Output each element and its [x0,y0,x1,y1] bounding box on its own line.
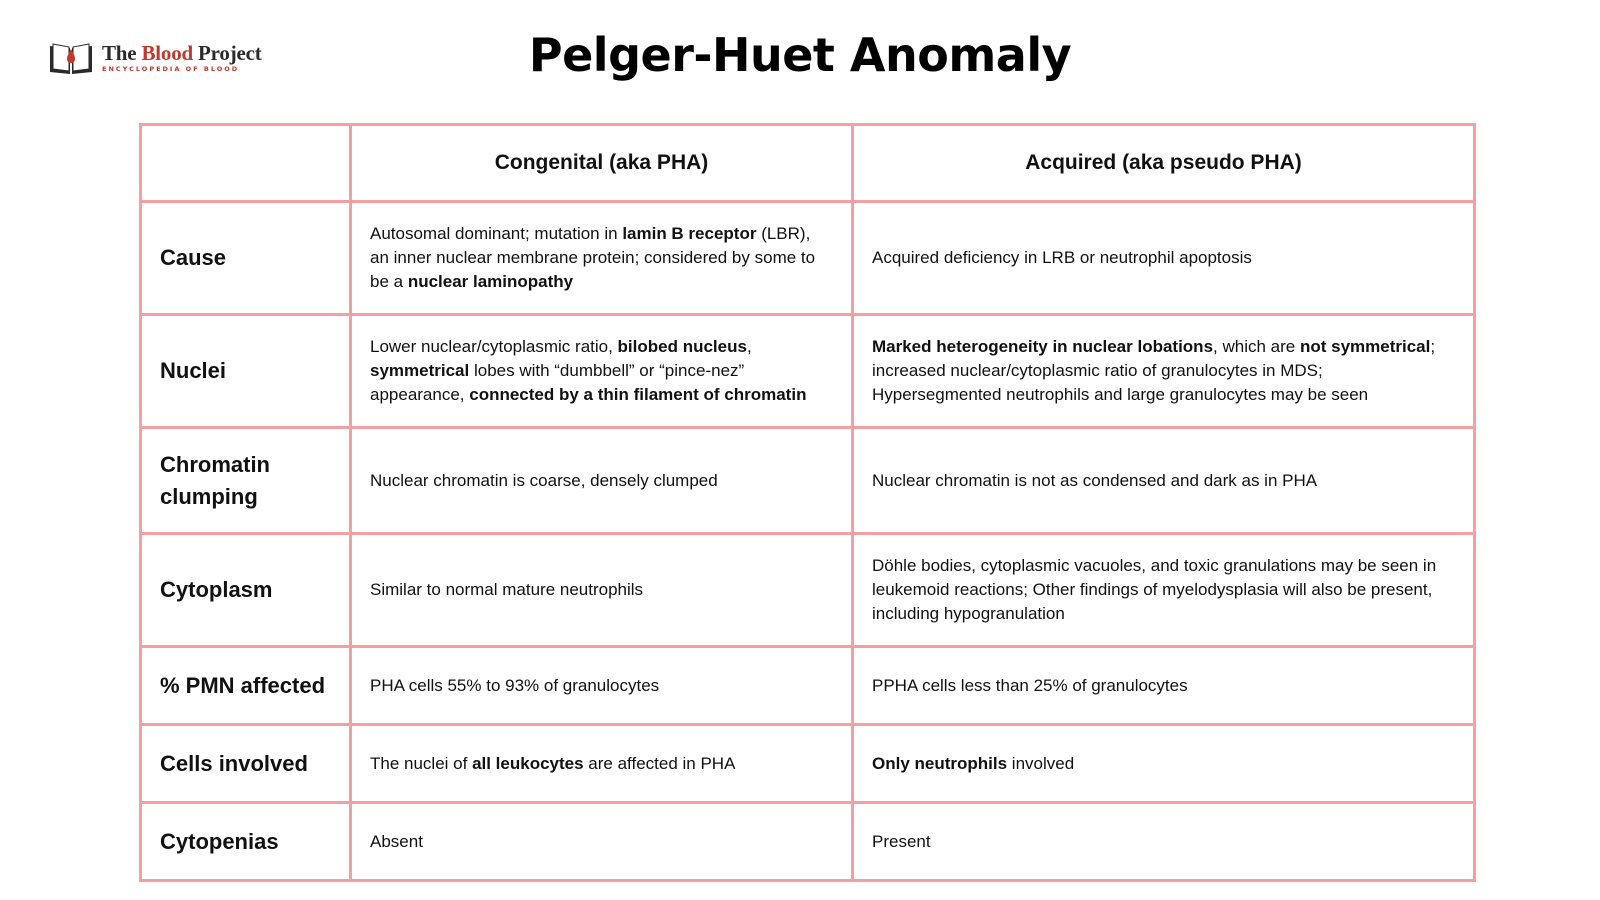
row-label: % PMN affected [141,647,351,725]
acquired-cell [853,428,1475,534]
page-title: Pelger-Huet Anomaly [528,28,1072,82]
congenital-cell [351,315,853,428]
table-row [141,725,1475,803]
text-run: Nuclear chromatin is coarse, densely clumped [370,470,718,490]
bold-text-run: Marked heterogeneity in nuclear lobations [872,337,1214,356]
acquired-cell [853,202,1475,315]
congenital-cell [351,803,853,881]
text-run: (LBR), an inner nuclear membrane protein; considered by some to be a [370,224,816,291]
acquired-cell [853,315,1475,428]
text-run: Acquired deficiency in LRB or neutrophil apoptosis [872,248,1252,267]
congenital-cell [351,202,853,315]
text-run: Nuclear chromatin is not as condensed and dark as in PHA [872,470,1318,490]
text-run: Döhle bodies, cytoplasmic vacuoles, and toxic granulations may be seen in leukemoid reactions; Other findings of myelodysplasia will also be present, including hypogranulation [872,556,1437,623]
bold-text-run: nuclear laminopathy [407,272,574,291]
text-run: , which are [1213,337,1300,356]
acquired-cell [853,647,1475,725]
table-row [141,647,1475,725]
text-run: The nuclei of [370,753,473,773]
row-label: Cytoplasm [141,534,351,647]
row-label: Cause [141,202,351,315]
text-run: Autosomal dominant; mutation in [370,224,623,243]
logo-subtitle: ENCYCLOPEDIA OF BLOOD [102,65,240,74]
text-run: involved [1007,753,1075,773]
acquired-cell [853,803,1475,881]
text-run: lobes with “dumbbell” or “pince-nez” appearance, [370,361,745,404]
congenital-cell [351,647,853,725]
bold-text-run: bilobed nucleus [617,337,747,356]
text-run: Absent [370,831,423,851]
text-run: Lower nuclear/cytoplasmic ratio, [370,337,618,356]
text-run: are affected in PHA [583,753,736,773]
bold-text-run: all leukocytes [472,753,584,773]
row-label: Nuclei [141,315,351,428]
bold-text-run: symmetrical [370,361,470,380]
bold-text-run: not symmetrical [1299,337,1431,356]
row-label: Chromatin clumping [141,428,351,534]
row-label: Cytopenias [141,803,351,881]
bold-text-run: connected by a thin filament of chromatin [469,385,807,404]
header-acquired: Acquired (aka pseudo PHA) [853,125,1475,202]
congenital-cell [351,428,853,534]
table-row [141,428,1475,534]
table-row [141,202,1475,315]
header-empty [141,125,351,202]
text-run: Present [872,831,931,851]
text-run: PHA cells 55% to 93% of granulocytes [370,675,660,695]
text-run: PPHA cells less than 25% of granulocytes [872,675,1188,695]
table-row [141,534,1475,647]
congenital-cell [351,725,853,803]
table-row [141,315,1475,428]
header-congenital: Congenital (aka PHA) [351,125,853,202]
text-run: , [746,337,752,356]
logo-title-project: Project [193,41,262,66]
logo-title-the: The [102,41,142,66]
text-run: Similar to normal mature neutrophils [370,580,644,599]
acquired-cell [853,534,1475,647]
comparison-table [139,123,1476,882]
text-run: ; increased nuclear/cytoplasmic ratio of granulocytes in MDS; Hypersegmented neutrophils and large granulocytes may be seen [872,337,1436,404]
bold-text-run: lamin B receptor [622,224,757,243]
table-row [141,803,1475,881]
congenital-cell [351,534,853,647]
acquired-cell [853,725,1475,803]
bold-text-run: Only neutrophils [872,753,1008,773]
row-label: Cells involved [141,725,351,803]
logo-title-blood: Blood [141,41,193,66]
table-header-row [141,125,1475,202]
